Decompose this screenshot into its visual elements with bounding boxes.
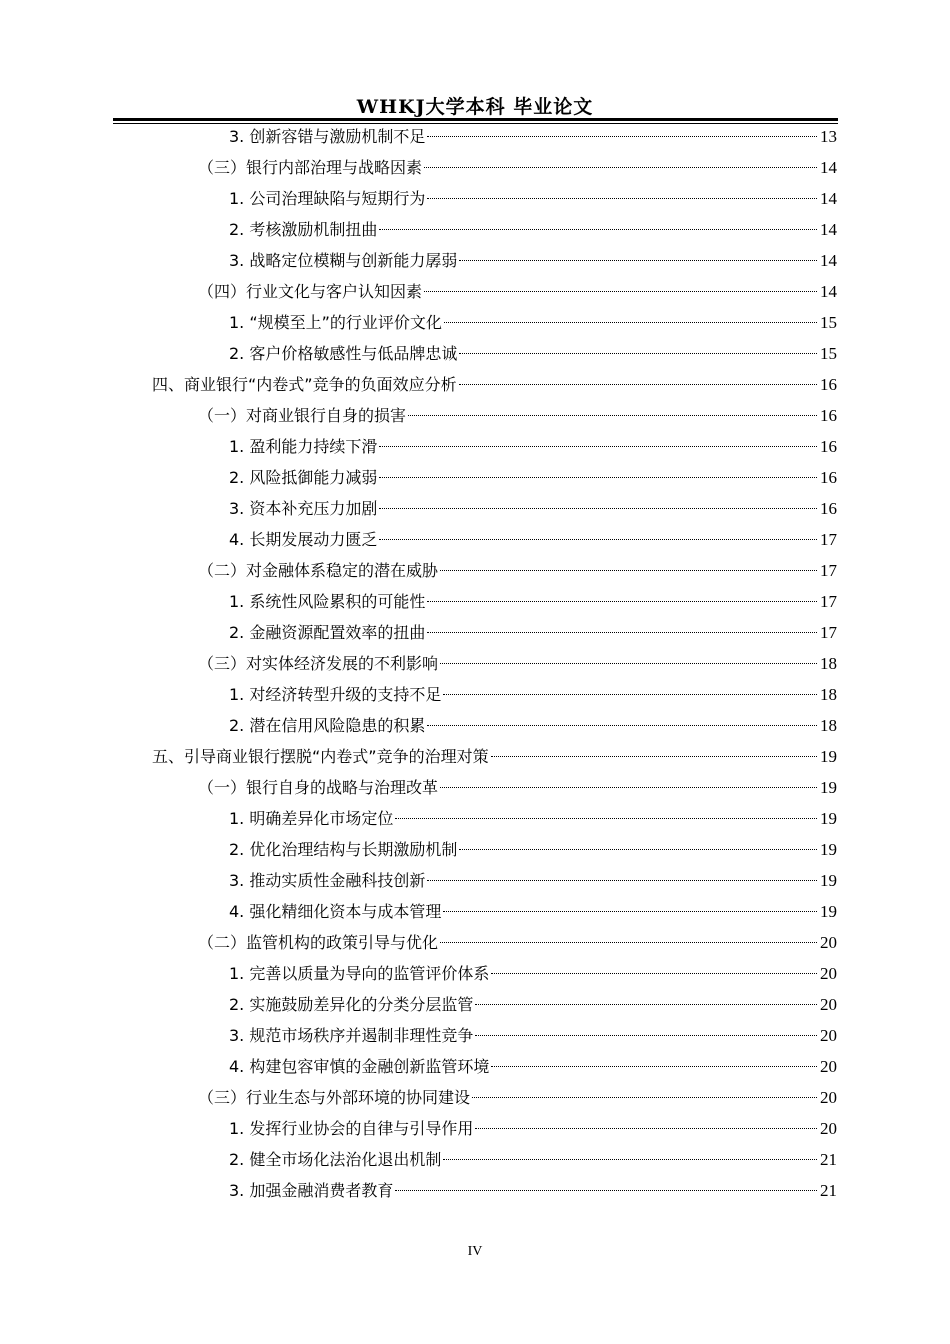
toc-dot-leader — [427, 725, 817, 726]
toc-entry[interactable] — [229, 1113, 837, 1144]
toc-entry-title: 1. 明确差异化市场定位 — [229, 809, 394, 828]
toc-entry[interactable] — [229, 586, 837, 617]
toc-entry-title: 1. 盈利能力持续下滑 — [229, 437, 378, 456]
toc-entry[interactable] — [198, 555, 837, 586]
toc-entry-title: 4. 强化精细化资本与成本管理 — [229, 902, 442, 921]
toc-entry-title: 四、商业银行“内卷式”竞争的负面效应分析 — [152, 375, 457, 394]
toc-entry-page: 20 — [820, 1057, 837, 1076]
toc-entry-title: 1. 对经济转型升级的支持不足 — [229, 685, 442, 704]
toc-entry-title: 2. 金融资源配置效率的扭曲 — [229, 623, 426, 642]
toc-entry-page: 17 — [820, 592, 837, 611]
toc-entry[interactable] — [229, 183, 837, 214]
toc-entry-page: 17 — [820, 623, 837, 642]
toc-entry-page: 17 — [820, 561, 837, 580]
toc-dot-leader — [459, 353, 817, 354]
toc-entry-title: （三）对实体经济发展的不利影响 — [198, 654, 439, 673]
toc-entry-title: 1. 完善以质量为导向的监管评价体系 — [229, 964, 490, 983]
toc-entry-title: 2. 考核激励机制扭曲 — [229, 220, 378, 239]
toc-entry-title: （一）对商业银行自身的损害 — [198, 406, 407, 425]
toc-entry-page: 20 — [820, 964, 837, 983]
toc-entry-page: 20 — [820, 933, 837, 952]
toc-entry-page: 14 — [820, 220, 837, 239]
toc-dot-leader — [427, 880, 817, 881]
toc-entry-page: 14 — [820, 189, 837, 208]
toc-entry[interactable] — [229, 1175, 837, 1206]
toc-dot-leader — [424, 291, 817, 292]
toc-entry[interactable] — [229, 1051, 837, 1082]
toc-entry-page: 19 — [820, 809, 837, 828]
page-number: IV — [467, 1244, 483, 1259]
toc-dot-leader — [440, 942, 817, 943]
toc-entry-page: 18 — [820, 716, 837, 735]
toc-entry-page: 16 — [820, 499, 837, 518]
toc-entry-page: 16 — [820, 406, 837, 425]
toc-dot-leader — [443, 911, 817, 912]
page-header-title: WHKJ大学本科 毕业论文 — [356, 96, 594, 118]
toc-entry[interactable] — [229, 524, 837, 555]
toc-entry-page: 19 — [820, 840, 837, 859]
toc-entry-title: 3. 创新容错与激励机制不足 — [229, 127, 426, 146]
toc-entry-title: 2. 实施鼓励差异化的分类分层监管 — [229, 995, 474, 1014]
toc-entry[interactable] — [229, 896, 837, 927]
toc-dot-leader — [444, 322, 817, 323]
toc-entry-title: （二）监管机构的政策引导与优化 — [198, 933, 439, 952]
toc-entry-page: 16 — [820, 375, 837, 394]
toc-entry[interactable] — [229, 493, 837, 524]
toc-entry[interactable] — [229, 834, 837, 865]
toc-entry-title: 3. 战略定位模糊与创新能力孱弱 — [229, 251, 458, 270]
toc-entry-title: 3. 规范市场秩序并遏制非理性竞争 — [229, 1026, 474, 1045]
toc-dot-leader — [459, 849, 817, 850]
toc-entry-page: 16 — [820, 437, 837, 456]
toc-entry-title: 2. 风险抵御能力减弱 — [229, 468, 378, 487]
toc-entry-title: （四）行业文化与客户认知因素 — [198, 282, 423, 301]
toc-entry-title: 1. 公司治理缺陷与短期行为 — [229, 189, 426, 208]
toc-entry-title: 2. 健全市场化法治化退出机制 — [229, 1150, 442, 1169]
toc-entry-title: 2. 客户价格敏感性与低品牌忠诚 — [229, 344, 458, 363]
toc-entry[interactable] — [229, 1020, 837, 1051]
toc-dot-leader — [427, 601, 817, 602]
toc-dot-leader — [379, 446, 817, 447]
toc-entry-title: 3. 资本补充压力加剧 — [229, 499, 378, 518]
toc-entry[interactable] — [229, 803, 837, 834]
toc-entry[interactable] — [229, 1144, 837, 1175]
toc-entry[interactable] — [229, 214, 837, 245]
toc-entry-page: 20 — [820, 1026, 837, 1045]
toc-dot-leader — [475, 1128, 817, 1129]
toc-dot-leader — [440, 570, 817, 571]
toc-entry-page: 17 — [820, 530, 837, 549]
toc-dot-leader — [475, 1004, 817, 1005]
toc-entry[interactable] — [198, 927, 837, 958]
toc-entry[interactable] — [152, 741, 837, 772]
toc-dot-leader — [427, 632, 817, 633]
toc-entry-title: 4. 长期发展动力匮乏 — [229, 530, 378, 549]
toc-entry[interactable] — [198, 276, 837, 307]
toc-entry[interactable] — [198, 772, 837, 803]
toc-entry[interactable] — [229, 679, 837, 710]
toc-dot-leader — [395, 818, 817, 819]
toc-entry-page: 19 — [820, 871, 837, 890]
toc-entry-title: 五、引导商业银行摆脱“内卷式”竞争的治理对策 — [152, 747, 489, 766]
toc-entry-title: （三）行业生态与外部环境的协同建设 — [198, 1088, 471, 1107]
toc-dot-leader — [443, 694, 817, 695]
toc-entry[interactable] — [198, 152, 837, 183]
toc-entry[interactable] — [229, 307, 837, 338]
toc-entry-page: 15 — [820, 313, 837, 332]
toc-entry[interactable] — [229, 431, 837, 462]
toc-entry[interactable] — [229, 617, 837, 648]
toc-entry[interactable] — [229, 338, 837, 369]
toc-entry-page: 20 — [820, 995, 837, 1014]
toc-entry-page: 21 — [820, 1150, 837, 1169]
toc-entry[interactable] — [198, 648, 837, 679]
toc-entry-page: 20 — [820, 1088, 837, 1107]
toc-entry-page: 14 — [820, 282, 837, 301]
toc-dot-leader — [491, 1066, 817, 1067]
toc-dot-leader — [379, 477, 817, 478]
toc-entry-page: 18 — [820, 685, 837, 704]
toc-dot-leader — [459, 384, 817, 385]
toc-entry[interactable] — [229, 958, 837, 989]
toc-entry-title: 1. 系统性风险累积的可能性 — [229, 592, 426, 611]
toc-entry-title: 1. “规模至上”的行业评价文化 — [229, 313, 442, 332]
toc-entry-page: 21 — [820, 1181, 837, 1200]
toc-entry-title: 4. 构建包容审慎的金融创新监管环境 — [229, 1057, 490, 1076]
toc-entry-page: 16 — [820, 468, 837, 487]
toc-dot-leader — [379, 508, 817, 509]
toc-entry-page: 18 — [820, 654, 837, 673]
toc-dot-leader — [424, 167, 817, 168]
toc-entry-title: （三）银行内部治理与战略因素 — [198, 158, 423, 177]
toc-entry-title: （二）对金融体系稳定的潜在威胁 — [198, 561, 439, 580]
toc-entry-page: 14 — [820, 158, 837, 177]
toc-dot-leader — [379, 539, 817, 540]
toc-entry-page: 13 — [820, 127, 837, 146]
toc-dot-leader — [472, 1097, 817, 1098]
toc-entry-title: （一）银行自身的战略与治理改革 — [198, 778, 439, 797]
toc-entry-title: 1. 发挥行业协会的自律与引导作用 — [229, 1119, 474, 1138]
toc-entry[interactable] — [229, 245, 837, 276]
toc-entry-title: 3. 加强金融消费者教育 — [229, 1181, 394, 1200]
toc-entry-title: 3. 推动实质性金融科技创新 — [229, 871, 426, 890]
toc-dot-leader — [379, 229, 817, 230]
toc-entry-page: 19 — [820, 747, 837, 766]
toc-entry-page: 19 — [820, 902, 837, 921]
toc-dot-leader — [491, 756, 817, 757]
toc-entry-page: 20 — [820, 1119, 837, 1138]
toc-entry[interactable] — [229, 121, 837, 152]
toc-entry[interactable] — [198, 1082, 837, 1113]
toc-dot-leader — [440, 663, 817, 664]
toc-dot-leader — [491, 973, 817, 974]
toc-entry[interactable] — [229, 865, 837, 896]
toc-entry-page: 19 — [820, 778, 837, 797]
toc-entry-title: 2. 潜在信用风险隐患的积累 — [229, 716, 426, 735]
toc-entry[interactable] — [229, 710, 837, 741]
toc-dot-leader — [459, 260, 817, 261]
toc-dot-leader — [440, 787, 817, 788]
toc-entry[interactable] — [229, 989, 837, 1020]
toc-dot-leader — [408, 415, 817, 416]
toc-dot-leader — [475, 1035, 817, 1036]
toc-entry-page: 14 — [820, 251, 837, 270]
toc-dot-leader — [427, 136, 817, 137]
toc-dot-leader — [395, 1190, 817, 1191]
toc-entry[interactable] — [229, 462, 837, 493]
toc-dot-leader — [427, 198, 817, 199]
toc-entry[interactable] — [152, 369, 837, 400]
toc-entry[interactable] — [198, 400, 837, 431]
toc-entry-title: 2. 优化治理结构与长期激励机制 — [229, 840, 458, 859]
toc-dot-leader — [443, 1159, 817, 1160]
toc-entry-page: 15 — [820, 344, 837, 363]
